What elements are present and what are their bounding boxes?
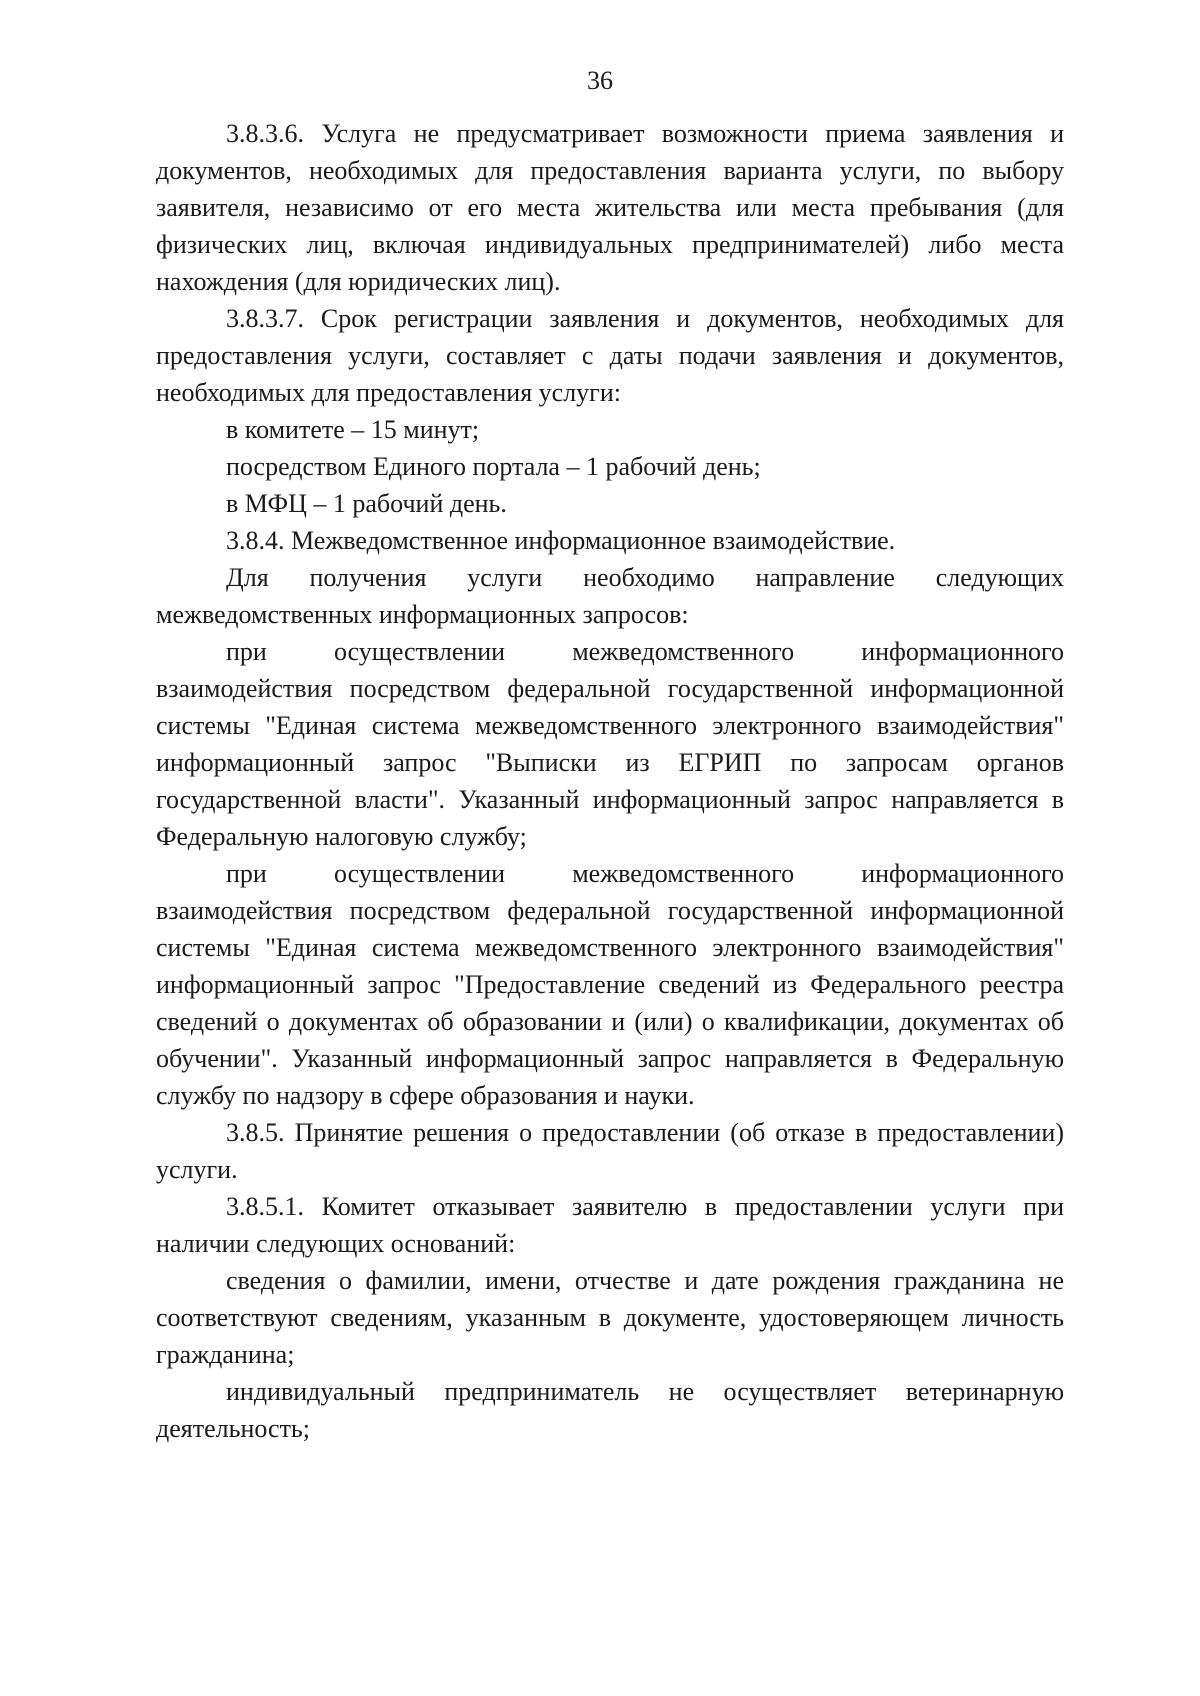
list-item-portal-term: посредством Единого портала – 1 рабочий день; xyxy=(226,452,761,481)
list-item-committee-term: в комитете – 15 минут; xyxy=(226,415,480,444)
list-item-refusal-identity: сведения о фамилии, имени, отчестве и дате рождения гражданина не соответствуют сведениям, указанным в документе, удостоверяющем личность гражданина; xyxy=(156,1266,1064,1369)
paragraph-3-8-4-heading: 3.8.4. Межведомственное информационное взаимодействие. xyxy=(226,526,896,555)
page-number: 36 xyxy=(587,66,613,95)
paragraph-requests-intro: Для получения услуги необходимо направление следующих межведомственных информационных запросов: xyxy=(156,563,1064,629)
paragraph-3-8-3-6: 3.8.3.6. Услуга не предусматривает возможности приема заявления и документов, необходимых для предоставления варианта услуги, по выбору заявителя, независимо от его места жительства или места пребывания (для физических лиц, включая индивидуальных предпринимателей) либо места нахождения (для юридических лиц). xyxy=(156,119,1064,296)
paragraph-request-education-registry: при осуществлении межведомственного информационного взаимодействия посредством федеральной государственной информационной системы "Единая система межведомственного электронного взаимодействия" информационный запрос "Предоставление сведений из Федерального реестра сведений о документах об образовании и (или) о квалификации, документах об обучении". Указанный информационный запрос направляется в Федеральную службу по надзору в сфере образования и науки. xyxy=(156,859,1064,1110)
paragraph-request-egrip: при осуществлении межведомственного информационного взаимодействия посредством федеральной государственной информационной системы "Единая система межведомственного электронного взаимодействия" информационный запрос "Выписки из ЕГРИП по запросам органов государственной власти". Указанный информационный запрос направляется в Федеральную налоговую службу; xyxy=(156,637,1064,851)
paragraph-3-8-5-1: 3.8.5.1. Комитет отказывает заявителю в предоставлении услуги при наличии следующих оснований: xyxy=(156,1192,1064,1258)
paragraph-3-8-3-7: 3.8.3.7. Срок регистрации заявления и документов, необходимых для предоставления услуги, составляет с даты подачи заявления и документов, необходимых для предоставления услуги: xyxy=(156,304,1064,407)
list-item-refusal-activity: индивидуальный предприниматель не осуществляет ветеринарную деятельность; xyxy=(156,1377,1064,1443)
document-body xyxy=(156,115,1064,1447)
list-item-mfc-term: в МФЦ – 1 рабочий день. xyxy=(226,489,507,518)
paragraph-3-8-5-heading: 3.8.5. Принятие решения о предоставлении (об отказе в предоставлении) услуги. xyxy=(156,1118,1064,1184)
